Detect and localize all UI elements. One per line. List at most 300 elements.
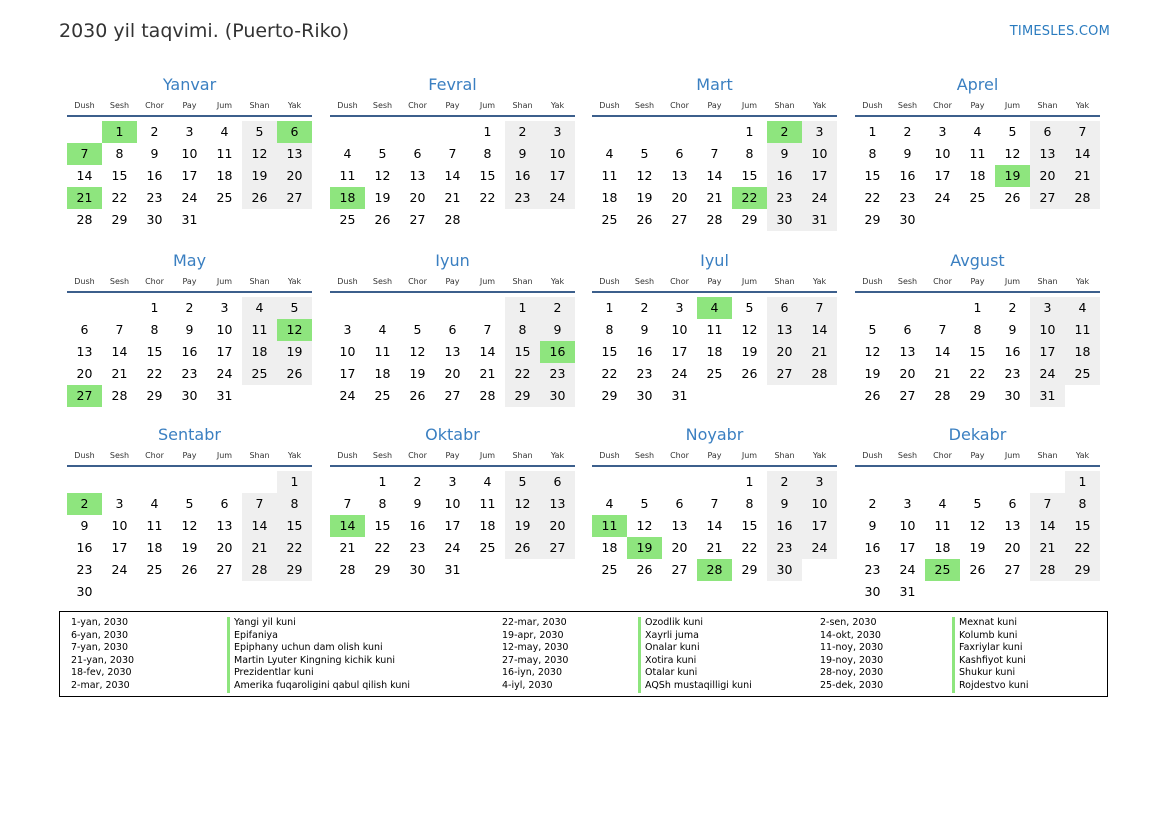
day-cell: 16 (767, 515, 802, 537)
day-empty (67, 471, 102, 493)
weekday-label: Jum (1004, 451, 1021, 460)
holiday-date: 25-dek, 2030 (820, 679, 884, 691)
day-cell: 18 (374, 366, 391, 381)
holiday-name: Faxriylar kuni (952, 642, 1029, 655)
day-cell: 6 (220, 496, 229, 511)
day-grid (592, 471, 837, 581)
holiday-date: 22-mar, 2030 (502, 617, 567, 628)
day-cell: 11 (216, 146, 233, 161)
day-cell: 29 (111, 212, 128, 227)
month-fevral (330, 74, 575, 231)
weekday-label: Chor (670, 277, 689, 286)
day-cell: 30 (181, 388, 198, 403)
day-empty (207, 471, 242, 493)
weekday-label: Pay (970, 101, 985, 110)
day-cell: 10 (802, 493, 837, 515)
day-cell: 2 (640, 300, 649, 315)
day-cell: 11 (146, 518, 163, 533)
day-cell: 20 (216, 540, 233, 555)
weekday-label: Dush (599, 101, 620, 110)
day-cell: 5 (505, 471, 540, 493)
day-cell: 7 (242, 493, 277, 515)
day-cell: 3 (802, 471, 837, 493)
day-cell: 7 (483, 322, 492, 337)
day-grid (592, 297, 837, 407)
weekday-label: Shan (1037, 101, 1058, 110)
month-title: Noyabr (685, 425, 744, 444)
day-cell: 12 (636, 518, 653, 533)
day-cell: 28 (339, 562, 356, 577)
day-cell: 30 (767, 559, 802, 581)
day-cell-holiday: 11 (592, 515, 627, 537)
day-cell: 2 (767, 471, 802, 493)
day-cell: 27 (899, 388, 916, 403)
weekday-label: Sesh (372, 277, 393, 286)
day-cell: 17 (111, 540, 128, 555)
day-cell: 15 (146, 344, 163, 359)
holiday-date: 12-may, 2030 (502, 642, 569, 654)
day-cell: 17 (934, 168, 951, 183)
day-cell: 18 (706, 344, 723, 359)
holiday-date: 27-may, 2030 (502, 654, 569, 666)
holiday-dates-column (820, 617, 883, 693)
day-cell: 20 (899, 366, 916, 381)
weekday-label: Chor (933, 277, 952, 286)
day-cell: 22 (479, 190, 496, 205)
weekday-label: Pay (707, 451, 722, 460)
day-cell: 10 (444, 496, 461, 511)
holiday-name: Onalar kuni (638, 642, 752, 655)
day-cell: 4 (242, 297, 277, 319)
day-cell: 10 (1030, 319, 1065, 341)
day-cell-holiday: 21 (67, 187, 102, 209)
day-cell: 18 (479, 518, 496, 533)
weekday-label: Dush (599, 277, 620, 286)
day-cell-holiday: 7 (67, 143, 102, 165)
month-title: Avgust (950, 251, 1005, 270)
weekday-header (330, 450, 575, 467)
day-cell: 18 (934, 540, 951, 555)
day-cell: 31 (671, 388, 688, 403)
day-cell: 27 (767, 363, 802, 385)
day-cell: 15 (1065, 515, 1100, 537)
day-cell: 19 (242, 165, 277, 187)
day-cell: 5 (378, 146, 387, 161)
day-cell: 3 (185, 124, 194, 139)
day-cell: 21 (706, 540, 723, 555)
day-empty (400, 121, 435, 143)
weekday-label: Pay (970, 451, 985, 460)
day-empty (890, 471, 925, 493)
day-cell: 18 (242, 341, 277, 363)
weekday-label: Shan (774, 277, 795, 286)
day-cell: 30 (864, 584, 881, 599)
holiday-date: 18-fev, 2030 (71, 667, 132, 679)
day-cell: 20 (444, 366, 461, 381)
day-cell: 20 (671, 190, 688, 205)
day-cell-holiday: 6 (277, 121, 312, 143)
day-cell: 2 (505, 121, 540, 143)
weekday-label: Chor (145, 277, 164, 286)
day-cell: 8 (868, 146, 877, 161)
day-cell: 25 (242, 363, 277, 385)
day-cell: 25 (216, 190, 233, 205)
day-empty (627, 121, 662, 143)
day-cell: 15 (111, 168, 128, 183)
day-cell: 24 (671, 366, 688, 381)
day-cell: 11 (601, 168, 618, 183)
day-cell: 9 (903, 146, 912, 161)
day-cell: 15 (864, 168, 881, 183)
day-cell: 31 (181, 212, 198, 227)
day-cell: 23 (409, 540, 426, 555)
weekday-label: Chor (933, 101, 952, 110)
holiday-name: Martin Lyuter Kingning kichik kuni (227, 655, 410, 668)
day-cell: 10 (111, 518, 128, 533)
weekday-label: Sesh (897, 451, 918, 460)
day-cell: 15 (505, 341, 540, 363)
day-cell: 2 (868, 496, 877, 511)
weekday-label: Yak (550, 451, 565, 460)
day-cell: 16 (505, 165, 540, 187)
day-cell: 22 (146, 366, 163, 381)
day-cell: 16 (767, 165, 802, 187)
day-cell: 21 (111, 366, 128, 381)
day-cell: 30 (1004, 388, 1021, 403)
weekday-label: Pay (707, 101, 722, 110)
weekday-label: Yak (287, 451, 302, 460)
day-cell: 7 (115, 322, 124, 337)
holiday-name: Xayrli juma (638, 630, 752, 643)
day-cell: 11 (934, 518, 951, 533)
day-cell: 18 (1065, 341, 1100, 363)
month-title: Oktabr (425, 425, 480, 444)
day-cell: 26 (242, 187, 277, 209)
weekday-label: Chor (408, 101, 427, 110)
weekday-label: Dush (862, 277, 883, 286)
day-cell: 22 (1065, 537, 1100, 559)
weekday-label: Dush (74, 101, 95, 110)
day-cell: 8 (483, 146, 492, 161)
day-cell: 28 (76, 212, 93, 227)
day-cell: 6 (1008, 496, 1017, 511)
day-cell: 4 (1065, 297, 1100, 319)
day-cell: 18 (216, 168, 233, 183)
weekday-label: Pay (445, 277, 460, 286)
month-title: Iyul (700, 251, 729, 270)
day-cell: 1 (745, 474, 754, 489)
weekday-label: Jum (216, 101, 233, 110)
day-cell: 21 (479, 366, 496, 381)
day-cell: 24 (181, 190, 198, 205)
holiday-name: AQSh mustaqilligi kuni (638, 680, 752, 693)
day-cell: 18 (601, 190, 618, 205)
day-cell: 23 (76, 562, 93, 577)
day-cell: 25 (601, 562, 618, 577)
day-cell: 25 (146, 562, 163, 577)
day-cell: 17 (216, 344, 233, 359)
day-cell: 19 (636, 190, 653, 205)
weekday-label: Dush (337, 101, 358, 110)
day-empty (67, 121, 102, 143)
holiday-date: 2-sen, 2030 (820, 617, 877, 628)
day-cell: 24 (111, 562, 128, 577)
weekday-label: Jum (741, 101, 758, 110)
holiday-dates-column (71, 617, 134, 693)
day-empty (662, 121, 697, 143)
day-cell: 26 (409, 388, 426, 403)
weekday-header (67, 450, 312, 467)
day-cell: 5 (277, 297, 312, 319)
weekday-label: Shan (249, 277, 270, 286)
day-cell: 2 (150, 124, 159, 139)
day-cell: 13 (671, 518, 688, 533)
weekday-header (592, 100, 837, 117)
site-link[interactable]: TIMESLES.COM (1009, 24, 1110, 39)
day-cell: 12 (181, 518, 198, 533)
day-empty (400, 297, 435, 319)
day-cell: 1 (1065, 471, 1100, 493)
day-cell: 14 (706, 518, 723, 533)
day-cell: 5 (745, 300, 754, 315)
day-cell-holiday: 4 (697, 297, 732, 319)
day-cell: 24 (899, 562, 916, 577)
day-cell: 9 (767, 143, 802, 165)
day-cell: 1 (973, 300, 982, 315)
weekday-header (67, 276, 312, 293)
day-cell: 26 (505, 537, 540, 559)
day-cell: 21 (706, 190, 723, 205)
weekday-header (67, 100, 312, 117)
month-iyun (330, 250, 575, 407)
month-title: May (172, 251, 207, 270)
day-cell: 25 (601, 212, 618, 227)
day-empty (435, 121, 470, 143)
weekday-label: Dush (74, 451, 95, 460)
holiday-name: Xotira kuni (638, 655, 752, 668)
day-cell: 13 (216, 518, 233, 533)
day-cell: 11 (339, 168, 356, 183)
day-cell-holiday: 25 (925, 559, 960, 581)
weekday-label: Jum (1004, 101, 1021, 110)
day-cell: 10 (899, 518, 916, 533)
day-cell: 21 (242, 537, 277, 559)
weekday-label: Chor (933, 451, 952, 460)
weekday-label: Yak (550, 101, 565, 110)
day-cell: 18 (146, 540, 163, 555)
day-cell: 23 (181, 366, 198, 381)
day-cell: 26 (636, 562, 653, 577)
day-cell: 23 (636, 366, 653, 381)
day-cell: 4 (938, 496, 947, 511)
day-cell: 26 (374, 212, 391, 227)
day-cell: 10 (671, 322, 688, 337)
day-empty (627, 471, 662, 493)
day-cell: 27 (671, 562, 688, 577)
day-cell: 30 (899, 212, 916, 227)
day-cell: 5 (242, 121, 277, 143)
day-empty (855, 471, 890, 493)
month-oktabr (330, 424, 575, 581)
day-cell-holiday: 1 (102, 121, 137, 143)
day-cell: 7 (1030, 493, 1065, 515)
day-cell: 17 (181, 168, 198, 183)
holiday-date: 7-yan, 2030 (71, 642, 128, 654)
day-cell: 30 (767, 209, 802, 231)
day-cell: 22 (864, 190, 881, 205)
day-cell: 12 (505, 493, 540, 515)
day-cell: 1 (483, 124, 492, 139)
month-avgust (855, 250, 1100, 407)
day-cell: 6 (675, 146, 684, 161)
day-cell: 30 (76, 584, 93, 599)
day-cell: 17 (444, 518, 461, 533)
day-cell: 12 (409, 344, 426, 359)
day-cell: 30 (409, 562, 426, 577)
weekday-label: Yak (812, 101, 827, 110)
day-cell: 5 (868, 322, 877, 337)
day-cell: 12 (374, 168, 391, 183)
day-cell: 22 (374, 540, 391, 555)
day-cell: 26 (181, 562, 198, 577)
day-cell: 11 (242, 319, 277, 341)
day-cell-holiday: 12 (277, 319, 312, 341)
day-cell: 6 (903, 322, 912, 337)
day-cell: 10 (181, 146, 198, 161)
day-cell: 20 (277, 165, 312, 187)
weekday-label: Sesh (109, 451, 130, 460)
day-cell: 7 (938, 322, 947, 337)
day-cell: 14 (242, 515, 277, 537)
day-cell: 8 (505, 319, 540, 341)
day-cell: 1 (277, 471, 312, 493)
day-cell: 12 (969, 518, 986, 533)
day-empty (365, 297, 400, 319)
day-cell: 26 (864, 388, 881, 403)
day-cell: 24 (339, 388, 356, 403)
weekday-label: Sesh (109, 277, 130, 286)
day-grid (330, 297, 575, 407)
day-cell: 24 (216, 366, 233, 381)
day-cell: 15 (741, 518, 758, 533)
day-cell: 30 (636, 388, 653, 403)
day-grid (855, 121, 1100, 231)
weekday-header (855, 276, 1100, 293)
day-cell: 29 (601, 388, 618, 403)
day-cell: 23 (1004, 366, 1021, 381)
day-cell: 13 (899, 344, 916, 359)
day-cell: 12 (636, 168, 653, 183)
day-empty (172, 471, 207, 493)
day-cell: 17 (540, 165, 575, 187)
weekday-label: Jum (741, 451, 758, 460)
day-cell: 21 (934, 366, 951, 381)
day-cell: 4 (150, 496, 159, 511)
weekday-label: Shan (1037, 277, 1058, 286)
day-cell: 9 (505, 143, 540, 165)
day-cell: 20 (671, 540, 688, 555)
day-cell: 7 (710, 146, 719, 161)
day-cell: 2 (185, 300, 194, 315)
day-cell: 27 (1004, 562, 1021, 577)
holiday-date: 19-noy, 2030 (820, 654, 884, 666)
day-empty (960, 471, 995, 493)
day-cell: 3 (903, 496, 912, 511)
day-cell: 16 (864, 540, 881, 555)
month-noyabr (592, 424, 837, 581)
weekday-label: Yak (1075, 451, 1090, 460)
day-cell: 13 (767, 319, 802, 341)
day-cell: 16 (636, 344, 653, 359)
day-cell-holiday: 19 (995, 165, 1030, 187)
day-empty (470, 297, 505, 319)
day-cell: 24 (1030, 363, 1065, 385)
day-cell: 17 (802, 165, 837, 187)
day-empty (662, 471, 697, 493)
day-empty (330, 297, 365, 319)
weekday-label: Jum (1004, 277, 1021, 286)
day-empty (435, 297, 470, 319)
weekday-label: Dush (337, 277, 358, 286)
day-cell: 9 (150, 146, 159, 161)
day-cell: 1 (505, 297, 540, 319)
weekday-label: Yak (287, 101, 302, 110)
day-cell: 30 (540, 385, 575, 407)
day-cell: 6 (675, 496, 684, 511)
day-empty (102, 297, 137, 319)
day-cell: 22 (969, 366, 986, 381)
page-title: 2030 yil taqvimi. (Puerto-Riko) (59, 20, 349, 42)
day-cell: 29 (146, 388, 163, 403)
weekday-label: Dush (599, 451, 620, 460)
day-cell: 8 (745, 496, 754, 511)
day-cell: 15 (374, 518, 391, 533)
day-cell: 9 (868, 518, 877, 533)
day-cell: 3 (343, 322, 352, 337)
weekday-label: Shan (249, 451, 270, 460)
day-cell: 19 (741, 344, 758, 359)
day-cell: 27 (409, 212, 426, 227)
day-cell: 20 (767, 341, 802, 363)
day-cell: 12 (1004, 146, 1021, 161)
holiday-date: 21-yan, 2030 (71, 654, 135, 666)
day-cell: 17 (899, 540, 916, 555)
day-cell: 25 (1065, 363, 1100, 385)
day-cell: 4 (483, 474, 492, 489)
month-may (67, 250, 312, 407)
day-cell: 19 (409, 366, 426, 381)
day-cell: 28 (479, 388, 496, 403)
day-cell: 27 (1030, 187, 1065, 209)
day-cell: 14 (934, 344, 951, 359)
day-cell: 9 (185, 322, 194, 337)
day-grid (855, 297, 1100, 407)
day-cell: 6 (1030, 121, 1065, 143)
day-cell: 6 (413, 146, 422, 161)
day-cell: 14 (76, 168, 93, 183)
day-cell-holiday: 27 (67, 385, 102, 407)
day-empty (592, 121, 627, 143)
holiday-names-column (227, 617, 410, 693)
day-cell: 24 (802, 537, 837, 559)
day-cell: 23 (767, 537, 802, 559)
holiday-name: Prezidentlar kuni (227, 667, 410, 680)
day-cell: 13 (671, 168, 688, 183)
day-cell: 9 (640, 322, 649, 337)
day-empty (592, 471, 627, 493)
day-cell: 3 (675, 300, 684, 315)
day-cell: 28 (706, 212, 723, 227)
